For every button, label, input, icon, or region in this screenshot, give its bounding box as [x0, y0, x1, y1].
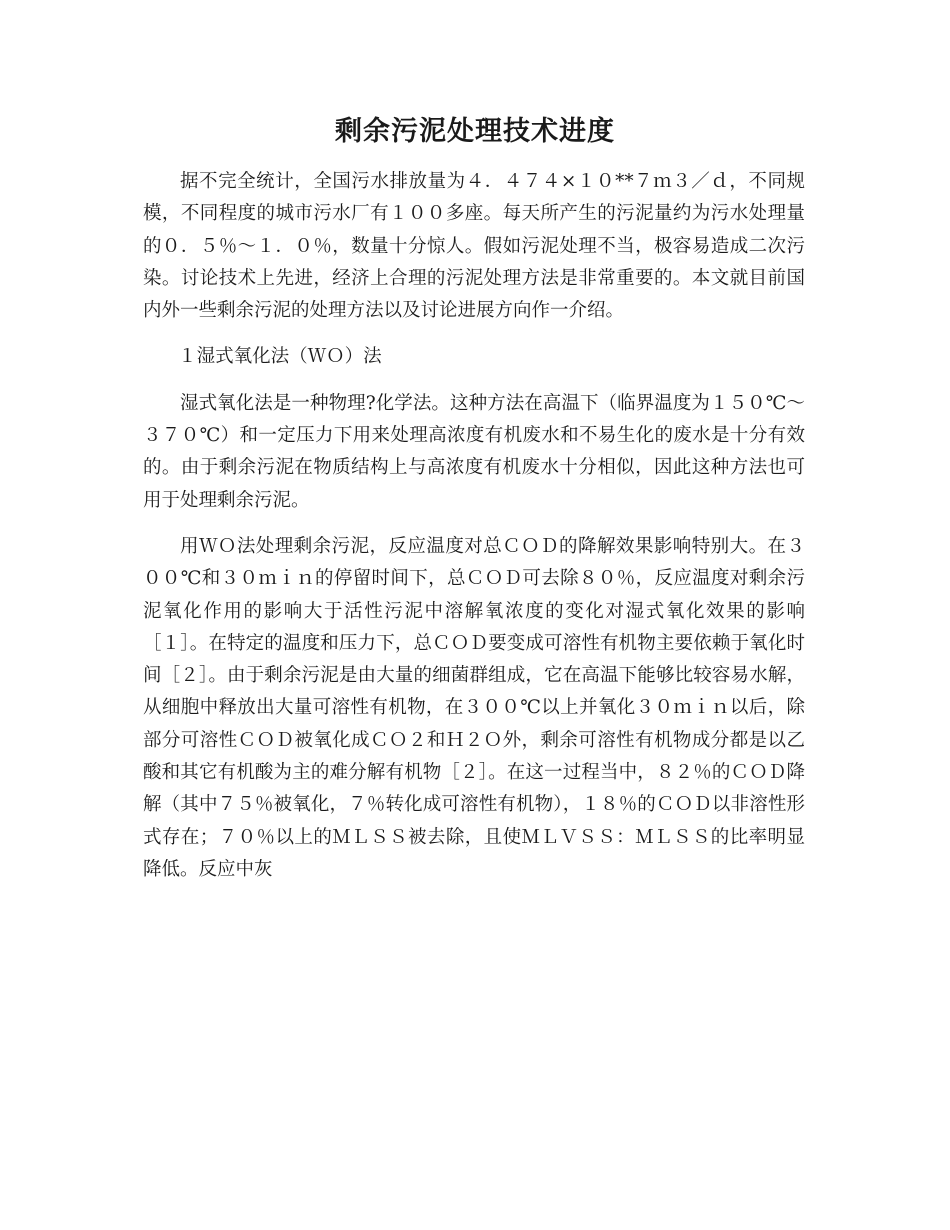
section-paragraph-2: 用ＷＯ法处理剩余污泥，反应温度对总ＣＯＤ的降解效果影响特别大。在３００℃和３０ｍｉｎ的停留时间下，总ＣＯＤ可去除８０％，反应温度对剩余污泥氧化作用的影响大于活性污泥中溶解氧浓度的变化对湿式氧化效果的影响［１］。在特定的温度和压力下，总ＣＯＤ要变成可溶性有机物主要依赖于氧化时间［２］。由于剩余污泥是由大量的细菌群组成，它在高温下能够比较容易水解，从细胞中释放出大量可溶性有机物，在３００℃以上并氧化３０ｍｉｎ以后，除部分可溶性ＣＯＤ被氧化成ＣＯ２和Ｈ２Ｏ外，剩余可溶性有机物成分都是以乙酸和其它有机酸为主的难分解有机物［２］。在这一过程当中，８２％的ＣＯＤ降解（其中７５％被氧化，７％转化成可溶性有机物），１８％的ＣＯＤ以非溶性形式存在；７０％以上的ＭＬＳＳ被去除，且使ＭＬＶＳＳ：ＭＬＳＳ的比率明显降低。反应中灰 [143, 535, 805, 880]
document-body [143, 166, 805, 886]
intro-paragraph: 据不完全统计，全国污水排放量为４．４７４×１０**７ｍ３／ｄ，不同规模，不同程度的城市污水厂有１００多座。每天所产生的污泥量约为污水处理量的０．５％～１．０％，数量十分惊人。假如污泥处理不当，极容易造成二次污染。讨论技术上先进，经济上合理的污泥处理方法是非常重要的。本文就目前国内外一些剩余污泥的处理方法以及讨论进展方向作一介绍。 [143, 171, 805, 322]
paragraph-spacer [143, 374, 805, 388]
section-paragraph-1: 湿式氧化法是一种物理?化学法。这种方法在高温下（临界温度为１５０℃～３７０℃）和一定压力下用来处理高浓度有机废水和不易生化的废水是十分有效的。由于剩余污泥在物质结构上与高浓度有机废水十分相似，因此这种方法也可用于处理剩余污泥。 [143, 392, 805, 511]
section-heading: １湿式氧化法（ＷＯ）法 [178, 346, 382, 368]
paragraph-spacer [143, 517, 805, 531]
paragraph-spacer [143, 327, 805, 341]
document-title: 剩余污泥处理技术进度 [335, 116, 615, 147]
